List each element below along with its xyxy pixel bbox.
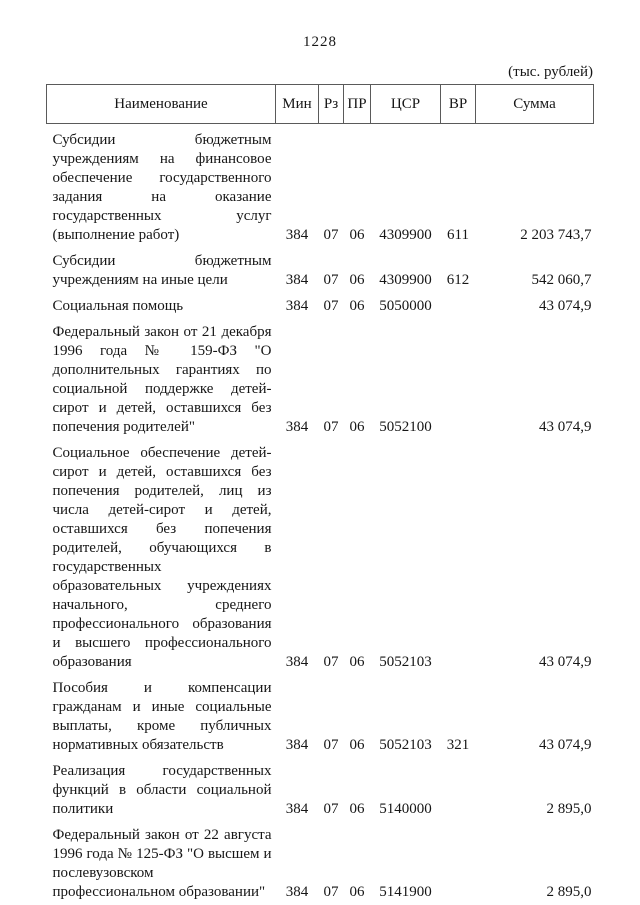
row-sum-cell: 2 895,0 bbox=[546, 884, 592, 900]
column-header-rz: Рз bbox=[319, 85, 344, 124]
row-vr-cell: 611 bbox=[447, 227, 469, 243]
row-csr-cell: 5052103 bbox=[379, 737, 432, 753]
column-header-name: Наименование bbox=[47, 85, 276, 124]
row-rz-cell: 07 bbox=[323, 884, 339, 900]
row-min-cell: 384 bbox=[285, 884, 309, 900]
row-sum-cell: 2 895,0 bbox=[546, 801, 592, 817]
row-csr-cell: 5052100 bbox=[379, 419, 432, 435]
row-sum-cell: 43 074,9 bbox=[539, 298, 592, 314]
table-row bbox=[47, 290, 594, 316]
budget-table bbox=[46, 84, 594, 902]
row-min-cell: 384 bbox=[285, 227, 309, 243]
row-vr-cell bbox=[441, 437, 476, 672]
row-csr-cell: 4309900 bbox=[379, 272, 432, 288]
row-vr-cell: 612 bbox=[446, 272, 470, 288]
table-row bbox=[47, 672, 594, 755]
row-csr-cell: 5052103 bbox=[379, 654, 432, 670]
table-row bbox=[47, 755, 594, 819]
row-vr-cell bbox=[441, 316, 476, 437]
row-min-cell: 384 bbox=[285, 298, 309, 314]
row-vr-cell: 321 bbox=[446, 737, 470, 753]
row-vr-cell bbox=[441, 290, 476, 316]
row-pr-cell: 06 bbox=[349, 298, 365, 314]
row-pr-cell: 06 bbox=[349, 227, 365, 243]
row-rz-cell: 07 bbox=[323, 298, 339, 314]
column-header-sum: Сумма bbox=[476, 85, 594, 124]
row-min-cell: 384 bbox=[285, 801, 309, 817]
row-rz-cell: 07 bbox=[323, 272, 339, 288]
row-pr-cell: 06 bbox=[349, 737, 365, 753]
row-name-cell: Пособия и компенсации гражданам и иные социальные выплаты, кроме публичных нормативных обязательств bbox=[52, 680, 272, 753]
row-csr-cell: 4309900 bbox=[379, 227, 432, 243]
table-row bbox=[47, 245, 594, 290]
row-rz-cell: 07 bbox=[323, 801, 339, 817]
row-min-cell: 384 bbox=[285, 737, 309, 753]
row-pr-cell: 06 bbox=[349, 419, 365, 435]
row-name-cell: Социальное обеспечение детей-сирот и детей, оставшихся без попечения родителей, лиц из числа детей-сирот и детей, оставшихся без попечения родителей, обучающихся в государственных образовательных учреждениях начального, среднего профессионального образования и высшего профессионального образования bbox=[52, 445, 272, 670]
row-sum-cell: 43 074,9 bbox=[539, 654, 592, 670]
row-name-cell: Федеральный закон от 22 августа 1996 года № 125-ФЗ "О высшем и послевузовском профессиональном образовании" bbox=[52, 827, 272, 900]
units-label: (тыс. рублей) bbox=[508, 64, 593, 80]
row-name-cell: Федеральный закон от 21 декабря 1996 года № 159-ФЗ "О дополнительных гарантиях по социальной поддержке детей-сирот и детей, оставшихся без попечения родителей" bbox=[52, 324, 272, 435]
table-header-row bbox=[47, 85, 594, 124]
row-name-cell: Реализация государственных функций в области социальной политики bbox=[52, 763, 272, 817]
column-header-vr: ВР bbox=[441, 85, 476, 124]
row-pr-cell: 06 bbox=[349, 884, 365, 900]
row-name-cell: Субсидии бюджетным учреждениям на финансовое обеспечение государственного задания на оказание государственных услуг (выполнение работ) bbox=[52, 132, 272, 243]
column-header-min: Мин bbox=[276, 85, 319, 124]
row-min-cell: 384 bbox=[285, 272, 309, 288]
row-rz-cell: 07 bbox=[323, 419, 339, 435]
column-header-csr: ЦСР bbox=[371, 85, 441, 124]
row-csr-cell: 5141900 bbox=[379, 884, 432, 900]
row-vr-cell bbox=[441, 819, 476, 902]
row-rz-cell: 07 bbox=[323, 654, 339, 670]
row-pr-cell: 06 bbox=[349, 272, 365, 288]
row-pr-cell: 06 bbox=[349, 801, 365, 817]
row-name-cell: Субсидии бюджетным учреждениям на иные цели bbox=[52, 253, 272, 288]
column-header-pr: ПР bbox=[344, 85, 371, 124]
row-csr-cell: 5050000 bbox=[379, 298, 432, 314]
row-rz-cell: 07 bbox=[323, 227, 339, 243]
row-sum-cell: 542 060,7 bbox=[531, 272, 592, 288]
table-row bbox=[47, 124, 594, 246]
row-rz-cell: 07 bbox=[323, 737, 339, 753]
row-sum-cell: 2 203 743,7 bbox=[520, 227, 592, 243]
row-sum-cell: 43 074,9 bbox=[539, 419, 592, 435]
table-row bbox=[47, 316, 594, 437]
table-row bbox=[47, 819, 594, 902]
row-vr-cell bbox=[441, 755, 476, 819]
row-name-cell: Социальная помощь bbox=[52, 298, 184, 314]
row-min-cell: 384 bbox=[285, 654, 309, 670]
page-number: 1228 bbox=[303, 34, 337, 50]
row-csr-cell: 5140000 bbox=[379, 801, 432, 817]
row-pr-cell: 06 bbox=[349, 654, 365, 670]
row-min-cell: 384 bbox=[285, 419, 309, 435]
table-row bbox=[47, 437, 594, 672]
row-sum-cell: 43 074,9 bbox=[539, 737, 592, 753]
